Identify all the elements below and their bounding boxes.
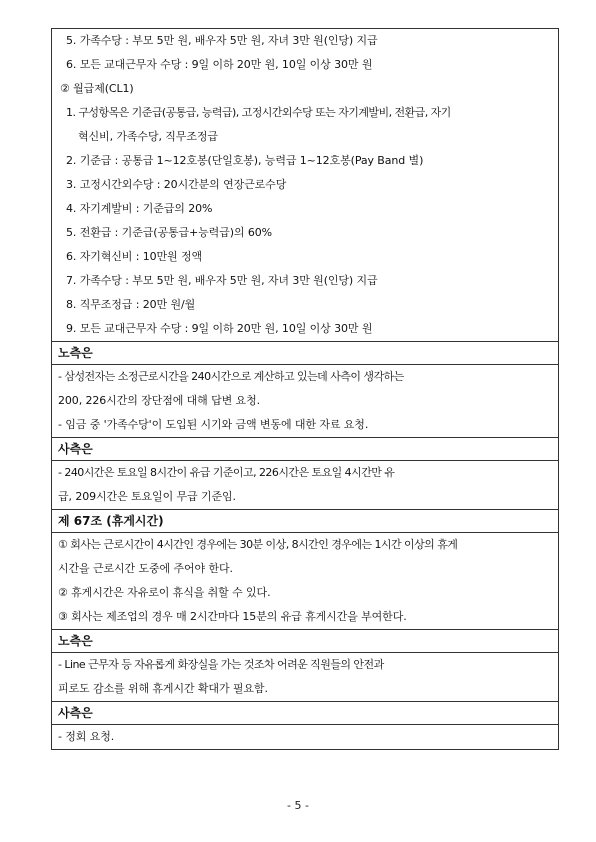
article-heading: 제 67조 (휴게시간) xyxy=(52,509,558,532)
monthly-item: 7. 가족수당 : 부모 5만 원, 배우자 5만 원, 자녀 3만 원(인당) 지급 xyxy=(66,274,378,287)
comment-line: - 정회 요청. xyxy=(58,730,115,743)
monthly-item: 1. 구성항목은 기준급(공통급, 능력급), 고정시간외수당 또는 자기계발비, 전환급, 자기 xyxy=(66,106,451,119)
monthly-pay-heading: ② 월급제(CL1) xyxy=(60,82,134,95)
comment-line: - Line 근무자 등 자유롭게 화장실을 가는 것조차 어려운 직원들의 안전과 xyxy=(58,658,384,671)
article-clause-continuation: 시간을 근로시간 도중에 주어야 한다. xyxy=(58,562,233,575)
monthly-item: 3. 고정시간외수당 : 20시간분의 연장근로수당 xyxy=(66,178,287,191)
monthly-item-continuation: 혁신비, 가족수당, 직무조정급 xyxy=(78,130,218,143)
comment-line: - 240시간은 토요일 8시간이 유급 기준이고, 226시간은 토요일 4시간만 유 xyxy=(58,466,395,479)
article-clause: ③ 회사는 제조업의 경우 매 2시간마다 15분의 유급 휴게시간을 부여한다. xyxy=(58,610,407,623)
article-clause: ① 회사는 근로시간이 4시간인 경우에는 30분 이상, 8시간인 경우에는 1시간 이상의 휴게 xyxy=(58,538,458,551)
allowance-continuation-block xyxy=(52,29,558,341)
management-side-heading: 사측은 xyxy=(52,701,558,724)
monthly-item: 4. 자기계발비 : 기준급의 20% xyxy=(66,202,213,215)
document-table xyxy=(51,28,559,750)
management-side-comment xyxy=(52,724,558,749)
comment-line: - 임금 중 '가족수당'이 도입된 시기와 금액 변동에 대한 자료 요청. xyxy=(58,418,369,431)
comment-line: 200, 226시간의 장단점에 대해 답변 요청. xyxy=(58,394,261,407)
monthly-item: 6. 자기혁신비 : 10만원 정액 xyxy=(66,250,203,263)
labor-side-comment xyxy=(52,652,558,701)
monthly-item: 5. 전환급 : 기준급(공통급+능력급)의 60% xyxy=(66,226,272,239)
labor-side-comment xyxy=(52,364,558,437)
comment-line: 급, 209시간은 토요일이 무급 기준임. xyxy=(58,490,236,503)
page-number: - 5 - xyxy=(287,799,309,812)
labor-side-heading: 노측은 xyxy=(52,341,558,364)
monthly-item: 2. 기준급 : 공통급 1~12호봉(단일호봉), 능력급 1~12호봉(Pay Band 별) xyxy=(66,154,424,167)
allowance-line-family: 5. 가족수당 : 부모 5만 원, 배우자 5만 원, 자녀 3만 원(인당) 지급 xyxy=(66,34,378,47)
article-body xyxy=(52,532,558,629)
monthly-item: 9. 모든 교대근무자 수당 : 9일 이하 20만 원, 10일 이상 30만 원 xyxy=(66,322,373,335)
comment-line: - 삼성전자는 소정근로시간을 240시간으로 계산하고 있는데 사측이 생각하는 xyxy=(58,370,404,383)
allowance-line-shift: 6. 모든 교대근무자 수당 : 9일 이하 20만 원, 10일 이상 30만 원 xyxy=(66,58,373,71)
monthly-item: 8. 직무조정급 : 20만 원/월 xyxy=(66,298,196,311)
management-side-heading: 사측은 xyxy=(52,437,558,460)
management-side-comment xyxy=(52,460,558,509)
article-clause: ② 휴게시간은 자유로이 휴식을 취할 수 있다. xyxy=(58,586,271,599)
comment-line: 피로도 감소를 위해 휴게시간 확대가 필요함. xyxy=(58,682,268,695)
labor-side-heading: 노측은 xyxy=(52,629,558,652)
